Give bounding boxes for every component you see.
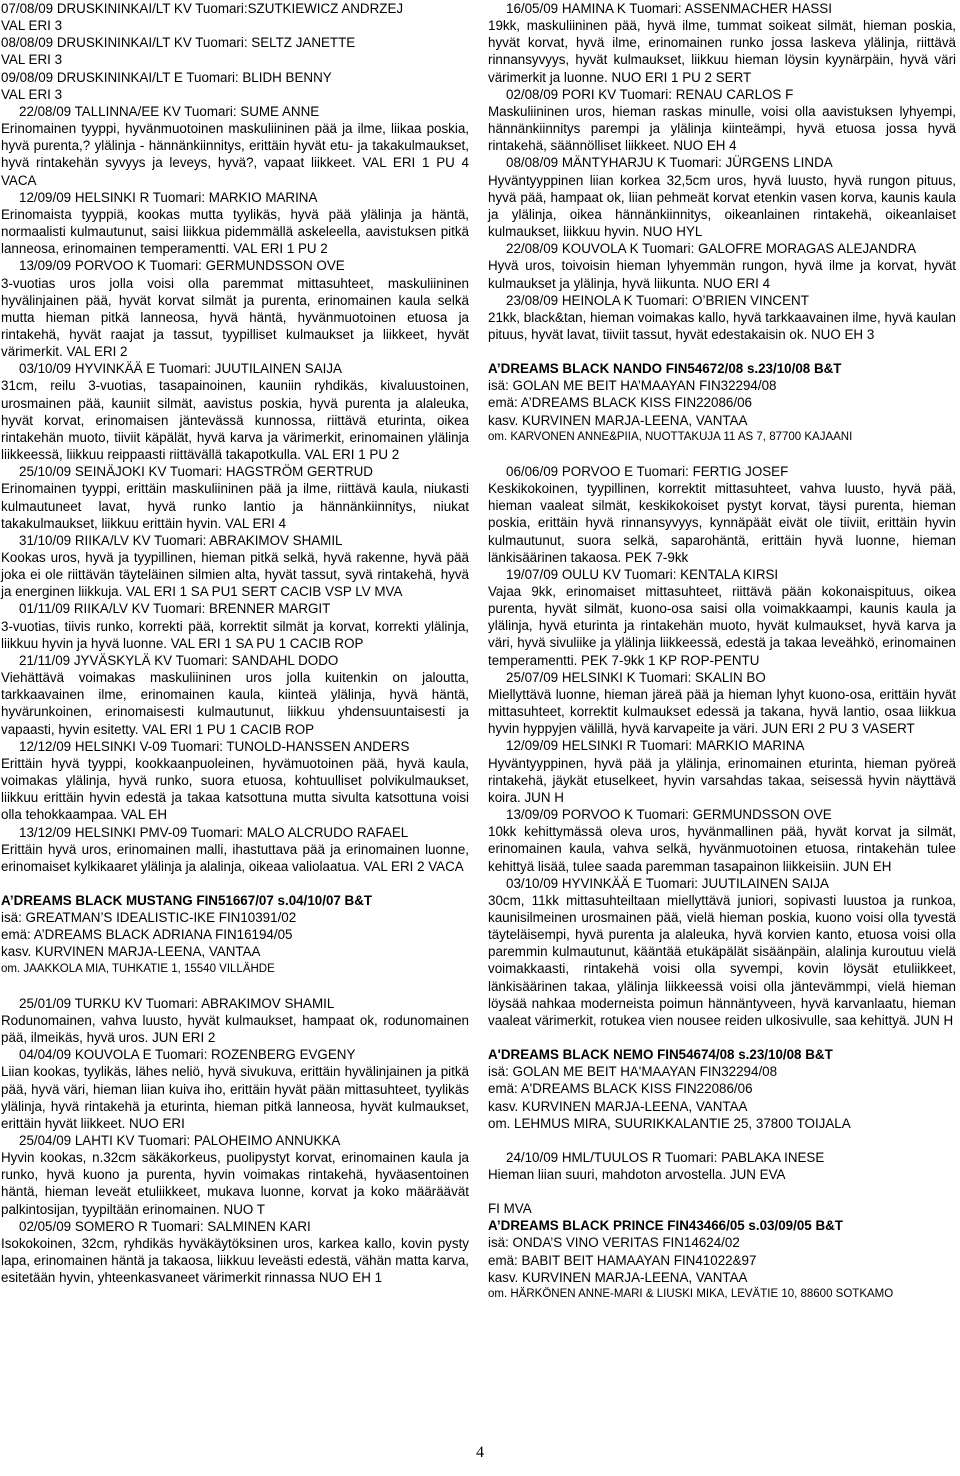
show-header: 02/08/09 PORI KV Tuomari: RENAU CARLOS F bbox=[506, 86, 794, 102]
show-critique: 19kk, maskuliininen pää, hyvä ilme, tummat soikeat silmät, hieman poskia, hyvät korvat, hyvä ilme, erinomainen runko jossa laskeva ylälinja, riittävä rinnansyvyys, hyvät kulmaukset, liikkuu hieman löysin kyynärpäin, hyvä väri värimerkit ja luonne. NUO ERI 1 PU 2 SERT bbox=[488, 18, 956, 85]
dog-breeder: kasv. KURVINEN MARJA-LEENA, VANTAA bbox=[488, 412, 748, 428]
dog-sire: isä: ONDA’S VINO VERITAS FIN14624/02 bbox=[488, 1235, 740, 1251]
show-header: 22/08/09 TALLINNA/EE KV Tuomari: SUME ANNE bbox=[19, 103, 320, 119]
show-header: 12/09/09 HELSINKI R Tuomari: MARKIO MARINA bbox=[19, 189, 318, 205]
intro-results: 07/08/09 DRUSKININKAI/LT KV Tuomari:SZUTKIEWICZ ANDRZEJ VAL ERI 3 08/08/09 DRUSKININKAI/LT KV Tuomari: SELTZ JANETTE VAL ERI 3 09/08/09 DRUSKININKAI/LT E Tuomari: BLIDH BENNY VAL ERI 3 bbox=[1, 1, 404, 102]
dog-breeder: kasv. KURVINEN MARJA-LEENA, VANTAA bbox=[488, 1098, 748, 1114]
show-header: 16/05/09 HAMINA K Tuomari: ASSENMACHER HASSI bbox=[506, 1, 832, 16]
show-critique: Liian kookas, tyylikäs, lähes neliö, hyvä sivukuva, erittäin hyvälinjainen ja pitkä pää, hyvä väri, hieman liian kuiva iho, erittäin hyvät pään mittasuhteet, tyylikäs ylälinja, hyvä rintakehä ja eturinta, hieman pitkä lanneosa, hyvät kulmaukset, erittäin hyvät liikkeet. NUO ERI bbox=[1, 1064, 469, 1131]
show-header: 04/04/09 KOUVOLA E Tuomari: ROZENBERG EVGENY bbox=[19, 1047, 356, 1063]
show-critique: Erinomainen tyyppi, erittäin maskuliininen pää ja ilme, riittävä kaula, niukasti kulmautuneet lavat, hyvä runko lantio ja hännänkiinnitys, niukat takakulmaukset, liikkuu erittäin hyvin. VAL ERI 4 bbox=[1, 481, 469, 531]
show-critique: 30cm, 11kk mittasuhteiltaan miellyttävä juniori, sopivasti luustoa ja runkoa, kaunisilmeinen urosmainen pää, vielä hieman poskia, kuono voisi olla tyvestä täyteläisempi, hyvä purenta ja alaleuka, hyvä korvien kanto, etuosa voisi olla paremmin kulmautunut, kääntää etukäpälät sisäänpäin, alalinja kuroutuu vielä voimakkaasti, rintakehä voisi olla syvempi, kovin löysät etuliikkeet, länkisäärinen takaa, ylälinja liikkeessä voisi olla jäntevämmpi, vielä hieman löysää nahkaa moderneista poimun hännäntyveen, hyvä karvanlaatu, hieman vaaleat värimerkit, rotukea vien nousee reiden ulkosivulle, saa kehittyä. JUN H bbox=[488, 892, 956, 1028]
mustang-results-bottom bbox=[1, 995, 469, 1287]
dog-title: A'DREAMS BLACK NEMO FIN54674/08 s.23/10/08 B&T bbox=[488, 1047, 833, 1063]
show-critique: Miellyttävä luonne, hieman järeä pää ja hieman lyhyt kuono-osa, erittäin hyvät mittasuhteet, korrektit kulmaukset edessä ja takana, hyvä lantio, osaa liikkua hyvin hyppyjen välillä, hyvä karvapeite ja väri. JUN ERI 2 PU 3 VASERT bbox=[488, 686, 956, 737]
show-header: 21/11/09 JYVÄSKYLÄ KV Tuomari: SANDAHL DODO bbox=[19, 652, 339, 668]
show-critique: Erittäin hyvä uros, erinomainen malli, ihastuttava pää ja erinomainen luonne, erinomaiset kylkikaaret ylälinja ja alalinja, oikeaa valiolaatua. VAL ERI 2 VACA bbox=[1, 841, 469, 874]
show-critique: Hyväntyyppinen, hyvä pää ja ylälinja, erinomainen eturinta, hieman pyöreä rintakehä, jäykät etuselkeet, hyvin varsahdas takaa, seisessä hyvin näyttävä koira. JUN H bbox=[488, 755, 956, 805]
show-header: 23/08/09 HEINOLA K Tuomari: O’BRIEN VINCENT bbox=[506, 292, 809, 308]
dog-sire: isä: GOLAN ME BEIT HA’MAAYAN FIN32294/08 bbox=[488, 378, 777, 394]
show-header: 02/05/09 SOMERO R Tuomari: SALMINEN KARI bbox=[19, 1218, 311, 1234]
show-header: 13/09/09 PORVOO K Tuomari: GERMUNDSSON OVE bbox=[19, 258, 345, 274]
show-header: 13/09/09 PORVOO K Tuomari: GERMUNDSSON OVE bbox=[506, 807, 832, 823]
dog-dam: emä: A’DREAMS BLACK ADRIANA FIN16194/05 bbox=[1, 927, 293, 943]
show-critique: Kookas uros, hyvä ja tyypillinen, hieman pitkä selkä, hyvä rakenne, hyvä pää joka ei ole riittävän täyteläinen silmien alta, hyvät tassut, syvä rintakehä, hyvä ja energinen liikkuja. VAL ERI 1 SA PU1 SERT CACIB VSP LV MVA bbox=[1, 550, 469, 600]
show-header: 25/07/09 HELSINKI K Tuomari: SKALIN BO bbox=[506, 669, 766, 685]
show-header: 03/10/09 HYVINKÄÄ E Tuomari: JUUTILAINEN SAIJA bbox=[19, 361, 342, 377]
show-header: 06/06/09 PORVOO E Tuomari: FERTIG JOSEF bbox=[506, 463, 789, 479]
right-column bbox=[488, 0, 956, 1303]
show-header: 13/12/09 HELSINKI PMV-09 Tuomari: MALO ALCRUDO RAFAEL bbox=[19, 824, 409, 840]
show-critique: Rodunomainen, vahva luusto, hyvät kulmaukset, hampaat ok, rodunomainen pää, ilmeikäs, hyvä uros. JUN ERI 2 bbox=[1, 1012, 469, 1046]
nando-pre-results bbox=[488, 0, 956, 343]
nemo-results bbox=[488, 1149, 956, 1183]
show-header: 19/07/09 OULU KV Tuomari: KENTALA KIRSI bbox=[506, 566, 779, 582]
dog-sire: isä: GREATMAN’S IDEALISTIC-IKE FIN10391/02 bbox=[1, 910, 297, 926]
dog-owner: om. JAAKKOLA MIA, TUHKATIE 1, 15540 VILLÄHDE bbox=[1, 962, 275, 975]
show-critique: Erinomaista tyyppiä, kookas mutta tyylikäs, hyvä pää ylälinja ja häntä, normaalisti kulmautunut, saisi liikkua pidemmällä askeleella, aavistuksen pitkä lanneosa, erinomainen temperamentti. VAL ERI 1 PU 2 bbox=[1, 206, 469, 257]
dog-entry-nando bbox=[488, 360, 956, 446]
show-critique: Viehättävä voimakas maskuliininen uros jolla kuitenkin on jaloutta, tarkkaavainen ilme, erinomainen kaula, kiinteä ylälinja, hyvä häntä, hyvärunkoinen, erinomaisesti kulmautunut, liikkuu yhdensuuntaisesti ja vapaasti, hyvin esitetty. VAL ERI 1 PU 1 CACIB ROP bbox=[1, 670, 469, 737]
dog-dam: emä: A’DREAMS BLACK KISS FIN22086/06 bbox=[488, 395, 752, 411]
nando-results bbox=[488, 463, 956, 1029]
show-critique: Hyvin kookas, n.32cm säkäkorkeus, puolipystyt korvat, erinomainen kaula ja runko, hyvä kuono ja purenta, hyvin voimakas rintakehä, hyväasentoinen häntä, hieman leveät etuliikkeet, mukava luonne, korvat ja koko määräävät palkintosijan, tyypiltään erinomainen. NUO T bbox=[1, 1150, 469, 1217]
show-critique: Vajaa 9kk, erinomaiset mittasuhteet, riittävä pään kokonaispituus, oikea purenta, hyvät silmät, kuono-osa saisi olla voimakkaampi, kaunis kaula ja ylälinja, hyvä eturinta ja rintakehän muoto, hyvät kulmaukset, hyvä karva ja väri, hyvä sivuliike ja ylälinja liikkeessä, edestä ja takaa leveähkö, erinomainen temperamentti. PEK 7-9kk 1 KP ROP-PENTU bbox=[488, 584, 956, 668]
show-critique: Keskikokoinen, tyypillinen, korrektit mittasuhteet, vahva luusto, hyvä pää, hieman vaaleat silmät, keskikokoiset pystyt korvat, täysi purenta, hieman poskia, erittäin hyvä rinnansyvyys, kynnäpäät eivät ole tiiviit, erittäin hyvin kulmautunut, suora selkä, saparohäntä, erittäin hyvä luonne, hieman länkisäärinen takaosa. PEK 7-9kk bbox=[488, 481, 956, 565]
show-critique: Hieman liian suuri, mahdoton arvostella. JUN EVA bbox=[488, 1167, 786, 1182]
show-header: 25/04/09 LAHTI KV Tuomari: PALOHEIMO ANNUKKA bbox=[19, 1133, 341, 1148]
show-critique: Hyvä uros, toivoisin hieman lyhyemmän rungon, hyvä ilme ja korvat, hyvät kulmaukset ja ylälinja, hyvä liikunta. NUO ERI 4 bbox=[488, 258, 956, 291]
dog-owner: om. KARVONEN ANNE&PIIA, NUOTTAKUJA 11 AS 7, 87700 KAJAANI bbox=[488, 430, 853, 443]
show-critique: Isokokoinen, 32cm, ryhdikäs hyväkäytöksinen uros, karkea kallo, kovin pysty lapa, erinomainen häntä ja takaosa, liikkuu leveästi edestä, vähän matta karva, esitetään hyvin, yhteenkasvaneet värimerkit rinnassa NUO EH 1 bbox=[1, 1235, 469, 1286]
dog-entry-nemo bbox=[488, 1046, 956, 1132]
dog-dam: emä: A'DREAMS BLACK KISS FIN22086/06 bbox=[488, 1081, 753, 1097]
show-header: 31/10/09 RIIKA/LV KV Tuomari: ABRAKIMOV SHAMIL bbox=[19, 532, 343, 548]
show-header: 03/10/09 HYVINKÄÄ E Tuomari: JUUTILAINEN SAIJA bbox=[506, 875, 829, 891]
show-header: 12/09/09 HELSINKI R Tuomari: MARKIO MARINA bbox=[506, 738, 805, 754]
show-header: 01/11/09 RIIKA/LV KV Tuomari: BRENNER MARGIT bbox=[19, 601, 331, 617]
dog-entry-mustang bbox=[1, 892, 469, 978]
show-critique: Erinomainen tyyppi, hyvänmuotoinen maskuliininen pää ja ilme, liikaa poskia, hyvä purenta,? ylälinja - hännänkiinnitys, erittäin hyvät etu- ja takakulmaukset, hyvä rintakehän syvyys ja leveys, hyvä?, vapaat liikkeet. VAL ERI 1 PU 4 VACA bbox=[1, 121, 469, 188]
show-critique: Erittäin hyvä tyyppi, kookkaanpuoleinen, hyvämuotoinen pää, hyvä kaula, voimakas ylälinja, hyvä runko, suora etuosa, kohtuulliset polvikulmaukset, liikkuu erittäin hyvin edestä ja takaa katsottuna mutta sivulta katsottuna voisi olla tehokkaampaa. VAL EH bbox=[1, 755, 469, 823]
dog-breeder: kasv. KURVINEN MARJA-LEENA, VANTAA bbox=[488, 1269, 748, 1285]
show-critique: 21kk, black&tan, hieman voimakas kallo, hyvä tarkkaavainen ilme, hyvä kaulan pituus, hyvät lavat, tiiviit tassut, hyvät edestakaisin ok. NUO EH 3 bbox=[488, 309, 956, 342]
show-header: 22/08/09 KOUVOLA K Tuomari: GALOFRE MORAGAS ALEJANDRA bbox=[506, 241, 917, 257]
show-critique: 3-vuotias, tiivis runko, korrekti pää, korrektit silmät ja korvat, korrekti ylälinja, liikkuu hyvin ja hyvä luonne. VAL ERI 1 SA PU 1 CACIB ROP bbox=[1, 618, 469, 651]
dog-sire: isä: GOLAN ME BEIT HA'MAAYAN FIN32294/08 bbox=[488, 1064, 778, 1080]
dog-title: A’DREAMS BLACK NANDO FIN54672/08 s.23/10/08 B&T bbox=[488, 361, 842, 377]
dog-owner: om. LEHMUS MIRA, SUURIKKALANTIE 25, 37800 TOIJALA bbox=[488, 1115, 851, 1131]
dog-title: A’DREAMS BLACK MUSTANG FIN51667/07 s.04/10/07 B&T bbox=[1, 892, 373, 908]
dog-title: A’DREAMS BLACK PRINCE FIN43466/05 s.03/09/05 B&T bbox=[488, 1218, 843, 1234]
mustang-results-top bbox=[1, 103, 469, 875]
show-critique: Hyväntyyppinen liian korkea 32,5cm uros, hyvä luusto, hyvä rungon pituus, hyvä pää, hampaat ok, liian pehmeät korvat etenkin vasen korva, kaunis kaula ja ylälinja, oikea hännänkiinnitys, oikeanlainen rintakehä, oikeanlaiset kulmaukset, liikkuu hyvin. NUO HYL bbox=[488, 172, 956, 240]
prince-title-prefix: FI MVA bbox=[488, 1201, 532, 1217]
page-number: 4 bbox=[476, 1444, 484, 1461]
dog-entry-prince bbox=[488, 1217, 956, 1303]
show-header: 24/10/09 HML/TUULOS R Tuomari: PABLAKA INESE bbox=[506, 1149, 825, 1165]
left-column bbox=[1, 0, 469, 1286]
show-critique: 31cm, reilu 3-vuotias, tasapainoinen, kauniin ryhdikäs, kivaluustoinen, urosmainen pää, kauniit silmät, aavistus poskia, hyvä purenta ja alaleuka, hyvät korvat, erinomaisen jäntevässä kunnossa, riittävä eturinta, oikea rintakehän muoto, tiiviit käpälät, hyvä karva ja värimerkit, erinomainen ylälinja liikkeessä, liikkuu reippaasti riittävällä takapotkulla. VAL ERI 1 PU 2 bbox=[1, 378, 469, 463]
show-header: 12/12/09 HELSINKI V-09 Tuomari: TUNOLD-HANSSEN ANDERS bbox=[19, 738, 410, 754]
dog-breeder: kasv. KURVINEN MARJA-LEENA, VANTAA bbox=[1, 944, 261, 960]
show-critique: 3-vuotias uros jolla voisi olla paremmat mittasuhteet, maskuliininen hyvälinjainen pää, hyvät korvat silmät ja purenta, erinomainen kaula selkä mutta hieman pitkä lanneosa, hyvä häntä, hyvänmuotoinen etuosa ja rintakehä, hyvät raajat ja tassut, tyypilliset kulmaukset ja liikkeet, hyvät värimerkit. VAL ERI 2 bbox=[1, 275, 469, 360]
dog-owner: om. HÄRKÖNEN ANNE-MARI & LIUSKI MIKA, LEVÄTIE 10, 88600 SOTKAMO bbox=[488, 1287, 894, 1300]
show-header: 25/01/09 TURKU KV Tuomari: ABRAKIMOV SHAMIL bbox=[19, 995, 335, 1011]
show-critique: Maskuliininen uros, hieman raskas minulle, voisi olla aavistuksen lyhyempi, hännänkiinnitys parempi ja ylälinja kiinteämpi, hyvä etuosa jossa hyvä rintakehä, säännölliset liikkeet. NUO EH 4 bbox=[488, 103, 956, 154]
show-header: 08/08/09 MÄNTYHARJU K Tuomari: JÜRGENS LINDA bbox=[506, 155, 833, 171]
dog-dam: emä: BABIT BEIT HAMAAYAN FIN41022&97 bbox=[488, 1252, 757, 1268]
show-header: 25/10/09 SEINÄJOKI KV Tuomari: HAGSTRÖM GERTRUD bbox=[19, 464, 373, 480]
show-critique: 10kk kehittymässä oleva uros, hyvänmallinen pää, hyvät korvat ja silmät, erinomainen kaula, vahva selkä, hyvänmuotoinen etuosa, rintakehän tulee kehittyä lisää, tulee saada paremman tasapainon liikkeisiin. JUN EH bbox=[488, 824, 956, 874]
